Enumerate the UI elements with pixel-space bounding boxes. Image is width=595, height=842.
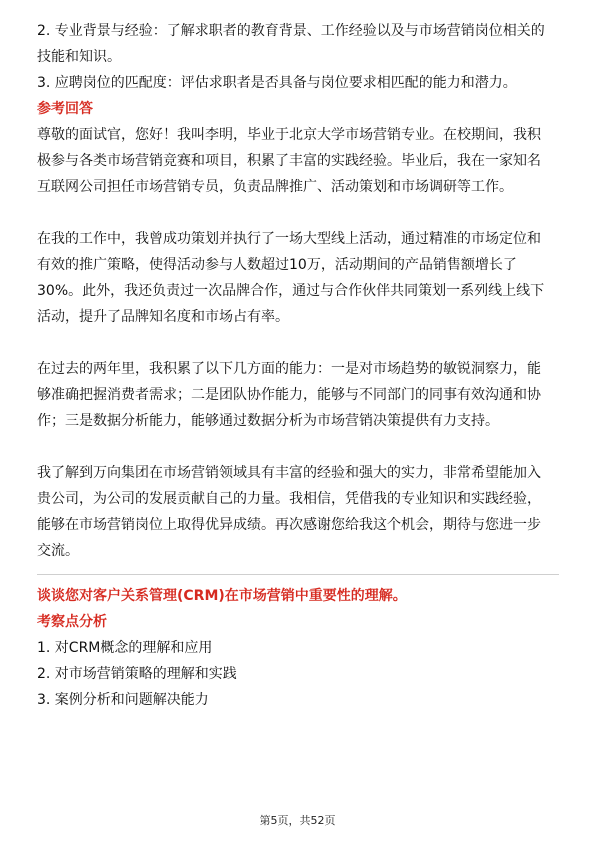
criteria-item-2 (37, 18, 559, 70)
paragraph-gap (37, 434, 559, 460)
text-line: 在过去的两年里，我积累了以下几方面的能力：一是对市场趋势的敏锐洞察力，能 (37, 361, 541, 377)
text-line: 尊敬的面试官，您好！我叫李明，毕业于北京大学市场营销专业。在校期间，我积 (37, 127, 541, 143)
text-line: 30%。此外，我还负责过一次品牌合作，通过与合作伙伴共同策划一系列线上线下 (37, 283, 545, 299)
page-number-footer: 第5页，共52页 (259, 814, 336, 827)
text-line: 能够在市场营销岗位上取得优异成绩。再次感谢您给我这个机会，期待与您进一步 (37, 517, 541, 533)
analysis-heading: 考察点分析 (37, 614, 107, 630)
text-line: 作；三是数据分析能力，能够通过数据分析为市场营销决策提供有力支持。 (37, 413, 499, 429)
question-heading: 谈谈您对客户关系管理(CRM)在市场营销中重要性的理解。 (37, 588, 407, 604)
list-item: 1. 对CRM概念的理解和应用 (37, 640, 213, 656)
text-line: 活动，提升了品牌知名度和市场占有率。 (37, 309, 289, 325)
text-line: 我了解到万向集团在市场营销领域具有丰富的经验和强大的实力，非常希望能加入 (37, 465, 541, 481)
answer-paragraph (37, 460, 559, 564)
section-divider (37, 574, 559, 575)
text-line: 有效的推广策略，使得活动参与人数超过10万，活动期间的产品销售额增长了 (37, 257, 517, 273)
criteria-list (37, 18, 559, 96)
reference-answer-heading: 参考回答 (37, 101, 93, 117)
paragraph-gap (37, 330, 559, 356)
answer-paragraph (37, 356, 559, 434)
answer-paragraph (37, 122, 559, 200)
text-line: 2. 专业背景与经验：了解求职者的教育背景、工作经验以及与市场营销岗位相关的 (37, 23, 545, 39)
text-line: 互联网公司担任市场营销专员，负责品牌推广、活动策划和市场调研等工作。 (37, 179, 513, 195)
answer-body (37, 122, 559, 564)
text-line: 极参与各类市场营销竞赛和项目，积累了丰富的实践经验。毕业后，我在一家知名 (37, 153, 541, 169)
list-item: 2. 对市场营销策略的理解和实践 (37, 666, 237, 682)
text-line: 3. 应聘岗位的匹配度：评估求职者是否具备与岗位要求相匹配的能力和潜力。 (37, 75, 517, 91)
list-item: 3. 案例分析和问题解决能力 (37, 692, 209, 708)
text-line: 在我的工作中，我曾成功策划并执行了一场大型线上活动，通过精准的市场定位和 (37, 231, 541, 247)
text-line: 贵公司，为公司的发展贡献自己的力量。我相信，凭借我的专业知识和实践经验， (37, 491, 541, 507)
answer-paragraph (37, 226, 559, 330)
criteria-item-3 (37, 70, 559, 96)
page-content (37, 18, 559, 713)
text-line: 交流。 (37, 543, 79, 559)
paragraph-gap (37, 200, 559, 226)
analysis-list (37, 635, 559, 713)
text-line: 够准确把握消费者需求；二是团队协作能力，能够与不同部门的同事有效沟通和协 (37, 387, 541, 403)
text-line: 技能和知识。 (37, 49, 121, 65)
